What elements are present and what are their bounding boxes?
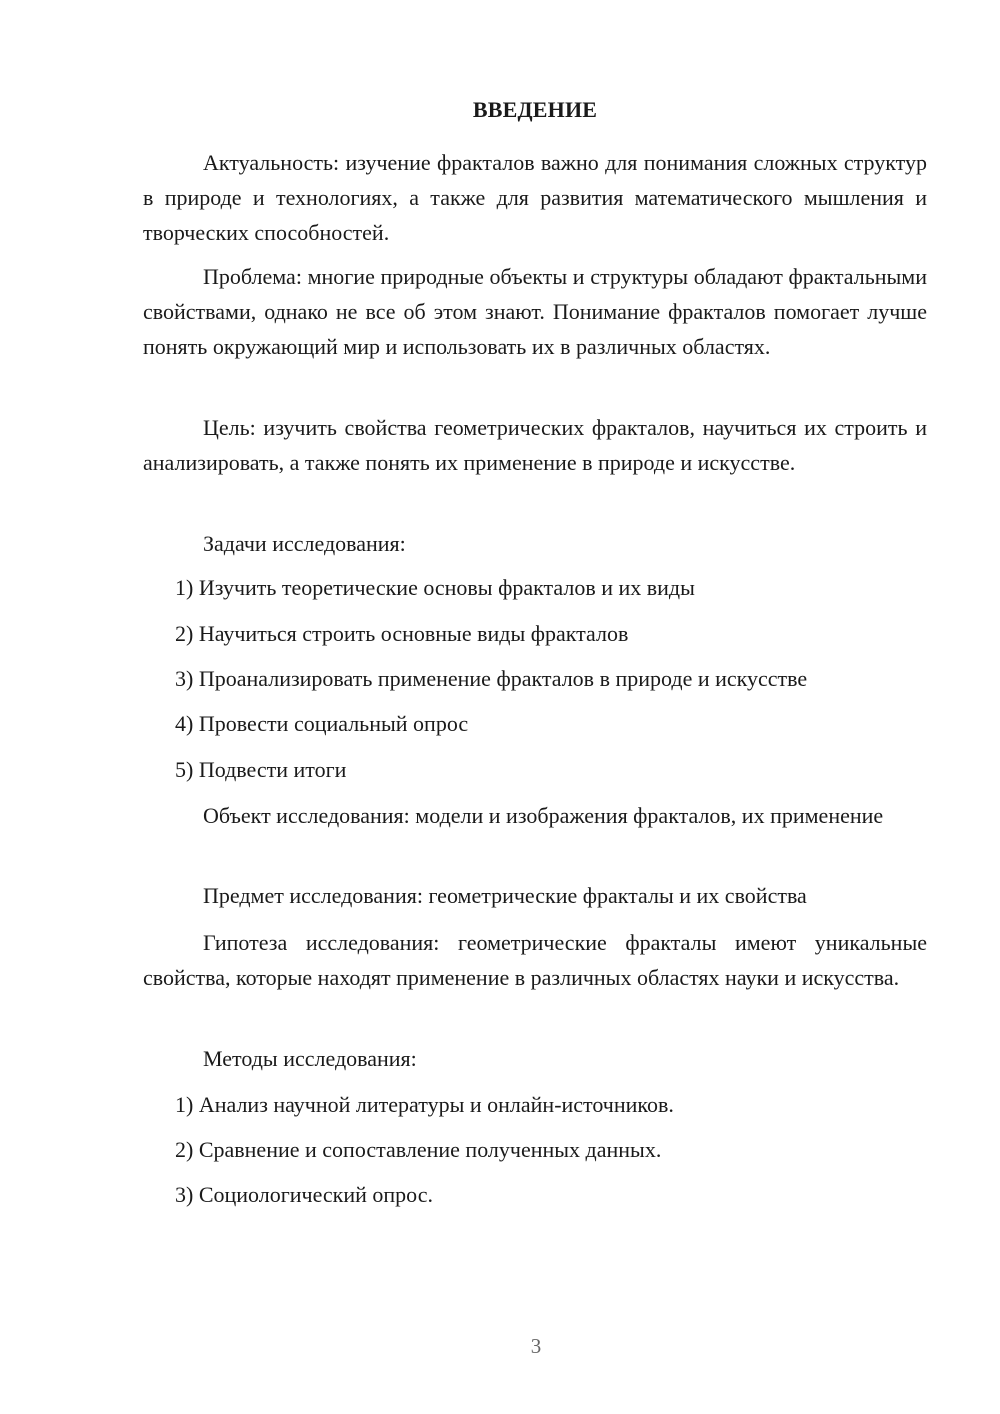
relevance-paragraph: Актуальность: изучение фракталов важно для понимания сложных структур в природе и технологиях, а также для развития математического мышления и творческих способностей.	[143, 150, 927, 245]
methods-heading: Методы исследования:	[203, 1046, 417, 1071]
subject-paragraph: Предмет исследования: геометрические фракталы и их свойства	[203, 883, 807, 908]
task-item: 2) Научиться строить основные виды фракталов	[175, 621, 629, 646]
page-number: 3	[530, 1334, 542, 1358]
method-item: 1) Анализ научной литературы и онлайн-источников.	[175, 1092, 674, 1117]
task-item: 1) Изучить теоретические основы фракталов и их виды	[175, 575, 695, 600]
goal-paragraph: Цель: изучить свойства геометрических фракталов, научиться их строить и анализировать, а также понять их применение в природе и искусстве.	[143, 415, 927, 475]
object-paragraph: Объект исследования: модели и изображения фракталов, их применение	[203, 803, 884, 828]
task-item: 3) Проанализировать применение фракталов в природе и искусстве	[175, 666, 808, 691]
task-item: 5) Подвести итоги	[175, 757, 347, 782]
tasks-heading: Задачи исследования:	[203, 531, 406, 556]
section-title: ВВЕДЕНИЕ	[472, 97, 598, 122]
hypothesis-paragraph: Гипотеза исследования: геометрические фракталы имеют уникальные свойства, которые находят применение в различных областях науки и искусства.	[143, 930, 927, 990]
problem-paragraph: Проблема: многие природные объекты и структуры обладают фрактальными свойствами, однако не все об этом знают. Понимание фракталов помогает лучше понять окружающий мир и использовать их в различных областях.	[143, 264, 927, 359]
task-item: 4) Провести социальный опрос	[175, 711, 469, 736]
method-item: 3) Социологический опрос.	[175, 1182, 433, 1207]
method-item: 2) Сравнение и сопоставление полученных данных.	[175, 1137, 662, 1162]
